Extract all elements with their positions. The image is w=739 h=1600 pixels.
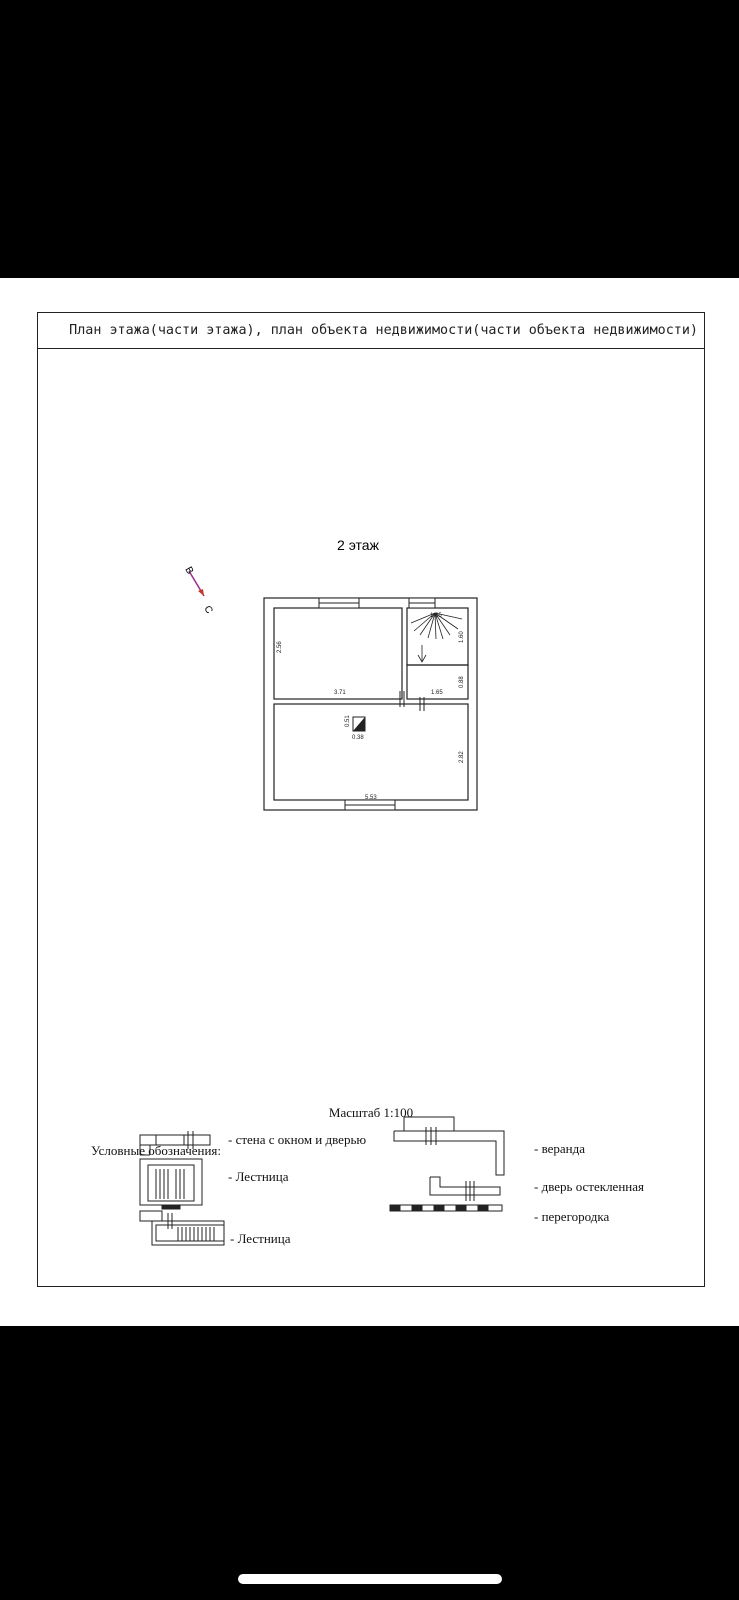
- legend-glass-door-symbol: [430, 1177, 500, 1201]
- room-2: [274, 704, 468, 800]
- compass-top-letter: В: [182, 565, 196, 577]
- legend-stairs1-symbol: [140, 1159, 202, 1209]
- legend-wall-label: - стена с окном и дверью: [228, 1132, 367, 1147]
- dim-hall-width: 1.65: [431, 690, 443, 696]
- header-title: План этажа(части этажа), план объекта недвижимости(части объекта недвижимости): [69, 323, 698, 338]
- dim-hall-height: 0.88: [459, 676, 465, 688]
- home-indicator[interactable]: [238, 1574, 502, 1584]
- door-marks: [400, 691, 424, 711]
- compass-bottom-letter: С: [201, 604, 215, 616]
- dim-column-width: 0.38: [352, 735, 364, 741]
- compass-arrowhead: [198, 589, 204, 596]
- dim-room2-height: 2.82: [459, 751, 465, 763]
- legend-title: Условные обозначения:: [91, 1143, 222, 1158]
- legend-partition-label: - перегородка: [534, 1209, 610, 1224]
- floor-title: 2 этаж: [337, 537, 379, 553]
- legend-stairs1-label: - Лестница: [228, 1169, 289, 1184]
- legend-partition-symbol: [390, 1205, 502, 1211]
- dim-stair-width: 1.65: [430, 613, 442, 619]
- legend-veranda-symbol: [394, 1117, 504, 1175]
- compass: [182, 565, 214, 616]
- legend-stairs2-label: - Лестница: [230, 1231, 291, 1246]
- legend-stairs2-symbol: [140, 1211, 224, 1245]
- building-outline: [264, 598, 477, 810]
- floor-plan-drawing: [38, 313, 706, 1288]
- room-1: [274, 608, 402, 699]
- dim-room1-height: 2.56: [277, 641, 283, 653]
- dim-stair-height: 1.60: [459, 631, 465, 643]
- plan-frame: [37, 312, 705, 1287]
- staircase: [411, 613, 462, 662]
- legend-veranda-label: - веранда: [534, 1141, 586, 1156]
- legend-glass-door-label: - дверь остекленная: [534, 1179, 644, 1194]
- dim-room2-width: 5.53: [365, 795, 377, 801]
- scale-label: Масштаб 1:100: [328, 1105, 414, 1120]
- dim-room1-width: 3.71: [334, 690, 346, 696]
- dim-column-height: 0.51: [345, 715, 351, 727]
- plan-sheet: [0, 278, 739, 1326]
